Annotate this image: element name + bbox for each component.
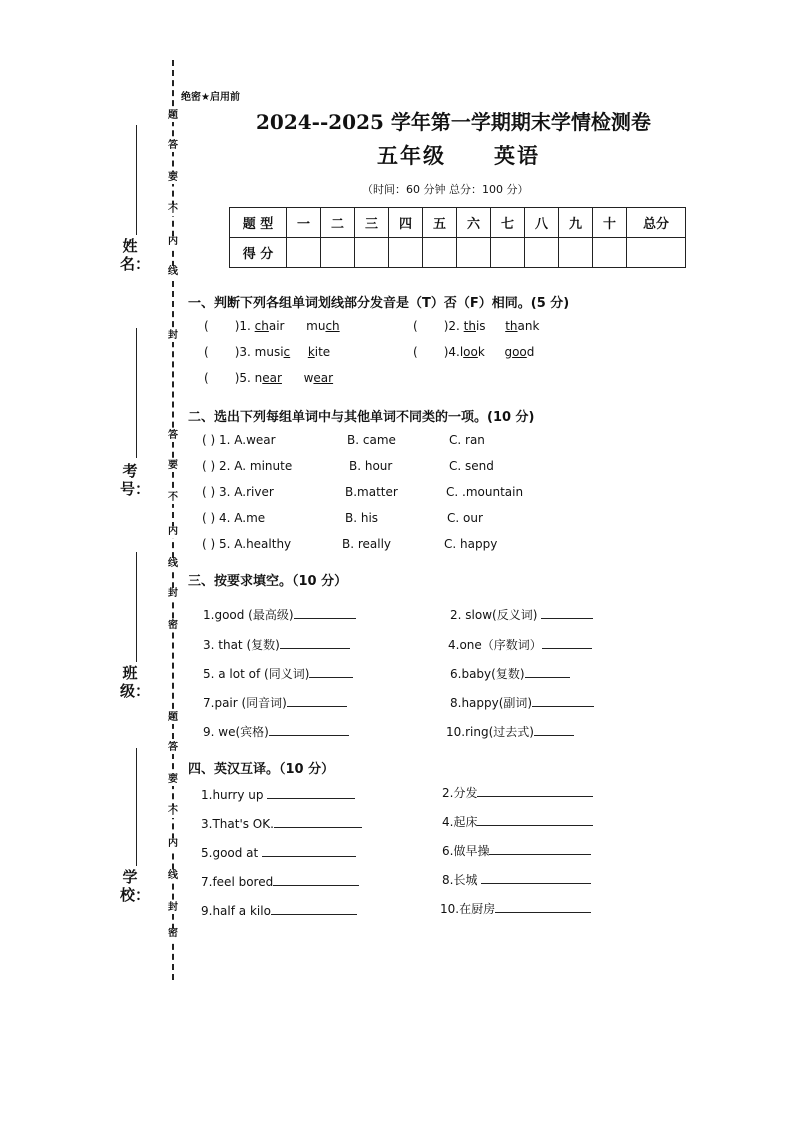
score-header-cell: 二 xyxy=(321,208,355,238)
item-text: 7.feel bored xyxy=(201,875,274,889)
score-cell[interactable] xyxy=(491,238,525,268)
word: ite xyxy=(314,345,331,359)
score-header-cell: 七 xyxy=(491,208,525,238)
score-cell[interactable] xyxy=(525,238,559,268)
seal-char: 内 xyxy=(168,526,178,537)
school-label: 学校： xyxy=(120,868,151,904)
seal-char: 题 xyxy=(168,712,178,723)
score-cell[interactable] xyxy=(559,238,593,268)
item-text: 4.one（序数词） xyxy=(448,638,542,652)
score-header-cell: 题 型 xyxy=(230,208,287,238)
word: l xyxy=(459,345,464,359)
score-cell[interactable] xyxy=(287,238,321,268)
seal-char: 不 xyxy=(168,492,178,503)
q-number: 3. xyxy=(239,345,251,359)
score-header-cell: 一 xyxy=(287,208,321,238)
s3-q9 xyxy=(203,723,349,740)
underlined-part: th xyxy=(505,319,518,333)
seal-char: 要 xyxy=(168,774,178,785)
s2-q4-b: B. his xyxy=(345,511,379,525)
seal-char: 答 xyxy=(168,140,178,151)
s4-q8 xyxy=(442,871,591,888)
score-header-cell: 三 xyxy=(355,208,389,238)
seal-char: 密 xyxy=(168,928,178,939)
exam-title: 2024--2025 学年第一学期期末学情检测卷 xyxy=(256,110,651,134)
s4-q5 xyxy=(201,844,356,860)
underlined-part: oo xyxy=(463,345,478,359)
answer-blank[interactable] xyxy=(477,784,593,797)
item-text: 9. we(宾格) xyxy=(203,725,269,739)
s2-q4-a: ( ) 4. A.me xyxy=(202,511,266,525)
item-text: 9.half a kilo xyxy=(201,904,271,918)
seal-char: 不 xyxy=(168,204,178,215)
item-text: 8.happy(副词) xyxy=(450,696,533,710)
word: ank xyxy=(517,319,540,333)
s3-q3 xyxy=(203,636,350,653)
paren: ( xyxy=(413,345,418,359)
seal-char: 封 xyxy=(168,902,178,913)
paren: ( xyxy=(204,371,209,385)
s2-q2-b: B. hour xyxy=(349,459,393,473)
underlined-part: k xyxy=(307,345,315,359)
section3-heading: 三、按要求填空。（10 分） xyxy=(188,574,348,589)
seal-char: 要 xyxy=(168,172,178,183)
answer-blank[interactable] xyxy=(525,665,570,678)
paren: ) xyxy=(234,345,240,359)
item-text: 3. that (复数) xyxy=(203,638,280,652)
answer-blank[interactable] xyxy=(542,636,592,649)
item-text: 1.good (最高级) xyxy=(203,608,294,622)
score-header-cell: 九 xyxy=(559,208,593,238)
answer-blank[interactable] xyxy=(477,813,593,826)
item-text: 3.That's OK. xyxy=(201,817,274,831)
underlined-part: c xyxy=(283,345,291,359)
exam-id-line[interactable] xyxy=(136,328,137,458)
answer-blank[interactable] xyxy=(309,665,353,678)
item-text: 2. slow(反义词) xyxy=(450,608,538,622)
exam-id-label: 考号： xyxy=(120,462,151,498)
s2-q3-a: ( ) 3. A.river xyxy=(202,485,274,499)
s4-q4 xyxy=(442,813,593,830)
item-text: 8.长城 xyxy=(442,873,478,887)
answer-blank[interactable] xyxy=(481,871,591,884)
s2-q1-c: C. ran xyxy=(449,433,485,447)
answer-blank[interactable] xyxy=(495,900,591,913)
item-text: 4.起床 xyxy=(442,815,478,829)
s3-q6 xyxy=(450,665,570,682)
s3-q10 xyxy=(446,723,574,740)
answer-blank[interactable] xyxy=(294,606,356,619)
exam-info: （时间：60 分钟 总分：100 分） xyxy=(362,183,529,196)
item-text: 10.ring(过去式) xyxy=(446,725,534,739)
paren: ) xyxy=(443,345,449,359)
seal-char: 内 xyxy=(168,236,178,247)
item-text: 7.pair (同音词) xyxy=(203,696,287,710)
answer-blank[interactable] xyxy=(271,902,357,915)
word: w xyxy=(303,371,314,385)
word: air xyxy=(268,319,285,333)
answer-blank[interactable] xyxy=(269,723,349,736)
paren: ( xyxy=(204,345,209,359)
answer-blank[interactable] xyxy=(532,694,594,707)
score-header-cell: 五 xyxy=(423,208,457,238)
score-table-header-row xyxy=(230,208,686,238)
s4-q10 xyxy=(440,900,591,917)
score-cell[interactable] xyxy=(457,238,491,268)
name-label: 姓名： xyxy=(120,237,151,273)
seal-char: 答 xyxy=(168,742,178,753)
score-table xyxy=(229,207,686,268)
subject-title: 英语 xyxy=(494,143,540,168)
s2-q4-c: C. our xyxy=(447,511,483,525)
score-cell[interactable] xyxy=(389,238,423,268)
q-number: 2. xyxy=(448,319,460,333)
score-header-cell: 十 xyxy=(593,208,627,238)
s4-q2 xyxy=(442,784,593,801)
q-number: 5. xyxy=(239,371,251,385)
class-line[interactable] xyxy=(136,552,137,662)
s3-q8 xyxy=(450,694,594,711)
seal-char: 封 xyxy=(168,588,178,599)
underlined-part: th xyxy=(463,319,476,333)
item-text: 5.good at xyxy=(201,846,259,860)
answer-blank[interactable] xyxy=(534,723,574,736)
underlined-part: oo xyxy=(512,345,527,359)
word: d xyxy=(526,345,535,359)
score-cell[interactable] xyxy=(423,238,457,268)
answer-blank[interactable] xyxy=(489,842,591,855)
score-header-cell: 总分 xyxy=(627,208,686,238)
s2-q2-c: C. send xyxy=(449,459,494,473)
paren: ) xyxy=(234,319,240,333)
s2-q3-c: C. .mountain xyxy=(446,485,524,499)
binding-margin xyxy=(166,60,180,980)
item-text: 2.分发 xyxy=(442,786,478,800)
score-header-cell: 八 xyxy=(525,208,559,238)
seal-char: 不 xyxy=(168,806,178,817)
s3-q5 xyxy=(203,665,353,682)
seal-char: 线 xyxy=(168,870,178,881)
s2-q1-a: ( ) 1. A.wear xyxy=(202,433,276,447)
word: is xyxy=(475,319,486,333)
s1-q4 xyxy=(413,345,534,359)
s2-q5-b: B. really xyxy=(342,537,392,551)
underlined-part: ear xyxy=(313,371,334,385)
score-cell[interactable] xyxy=(355,238,389,268)
s2-q5-a: ( ) 5. A.healthy xyxy=(202,537,292,551)
score-header-cell: 六 xyxy=(457,208,491,238)
seal-char: 要 xyxy=(168,460,178,471)
score-table-score-row xyxy=(230,238,686,268)
seal-char: 答 xyxy=(168,430,178,441)
q-number: 4. xyxy=(448,345,460,359)
seal-char: 线 xyxy=(168,558,178,569)
s4-q7 xyxy=(201,873,359,889)
seal-char: 线 xyxy=(168,266,178,277)
grade-title: 五年级 xyxy=(377,143,446,168)
answer-blank[interactable] xyxy=(287,694,347,707)
s4-q3 xyxy=(201,815,362,831)
answer-blank[interactable] xyxy=(262,844,356,857)
confidential-mark: 绝密★启用前 xyxy=(181,92,240,103)
s2-q5-c: C. happy xyxy=(444,537,498,551)
score-header-cell: 四 xyxy=(389,208,423,238)
item-text: 5. a lot of (同义词) xyxy=(203,667,310,681)
s2-q3-b: B.matter xyxy=(345,485,398,499)
answer-blank[interactable] xyxy=(273,873,359,886)
class-label: 班级： xyxy=(120,664,151,700)
s4-q6 xyxy=(442,842,591,859)
paren: ( xyxy=(204,319,209,333)
school-line[interactable] xyxy=(136,748,137,866)
item-text: 1.hurry up xyxy=(201,788,264,802)
s1-q2 xyxy=(413,319,539,333)
score-cell[interactable] xyxy=(627,238,686,268)
word: musi xyxy=(254,345,284,359)
s4-q9 xyxy=(201,902,357,918)
s3-q2 xyxy=(450,606,593,623)
s2-q1-b: B. came xyxy=(347,433,396,447)
score-cell[interactable] xyxy=(593,238,627,268)
q-number: 1. xyxy=(239,319,251,333)
word: mu xyxy=(306,319,326,333)
word: k xyxy=(477,345,485,359)
word: n xyxy=(254,371,263,385)
answer-blank[interactable] xyxy=(274,815,362,828)
item-text: 6.做早操 xyxy=(442,844,490,858)
name-line[interactable] xyxy=(136,125,137,235)
item-text: 10.在厨房 xyxy=(440,902,496,916)
s1-q1 xyxy=(204,319,340,333)
seal-char: 内 xyxy=(168,838,178,849)
section4-heading: 四、英汉互译。（10 分） xyxy=(188,762,335,777)
underlined-part: ch xyxy=(325,319,340,333)
seal-char: 密 xyxy=(168,620,178,631)
s4-q1 xyxy=(201,786,355,802)
s3-q1 xyxy=(203,606,356,623)
s3-q7 xyxy=(203,694,347,711)
s1-q3 xyxy=(204,345,330,359)
underlined-part: ch xyxy=(254,319,269,333)
s1-q5 xyxy=(204,371,333,385)
score-cell[interactable] xyxy=(321,238,355,268)
underlined-part: ear xyxy=(262,371,282,385)
score-row-label: 得 分 xyxy=(230,238,287,268)
s2-q2-a: ( ) 2. A. minute xyxy=(202,459,293,473)
section1-heading: 一、判断下列各组单词划线部分发音是（T）否（F）相同。(5 分) xyxy=(188,296,570,311)
paren: ( xyxy=(413,319,418,333)
s3-q4 xyxy=(448,636,592,653)
seal-char: 封 xyxy=(168,330,178,341)
answer-blank[interactable] xyxy=(267,786,355,799)
section2-heading: 二、选出下列每组单词中与其他单词不同类的一项。(10 分) xyxy=(188,410,535,425)
paren: ) xyxy=(234,371,240,385)
paren: ) xyxy=(443,319,449,333)
answer-blank[interactable] xyxy=(280,636,350,649)
item-text: 6.baby(复数) xyxy=(450,667,525,681)
word: g xyxy=(504,345,513,359)
answer-blank[interactable] xyxy=(541,606,593,619)
seal-char: 题 xyxy=(168,110,178,121)
